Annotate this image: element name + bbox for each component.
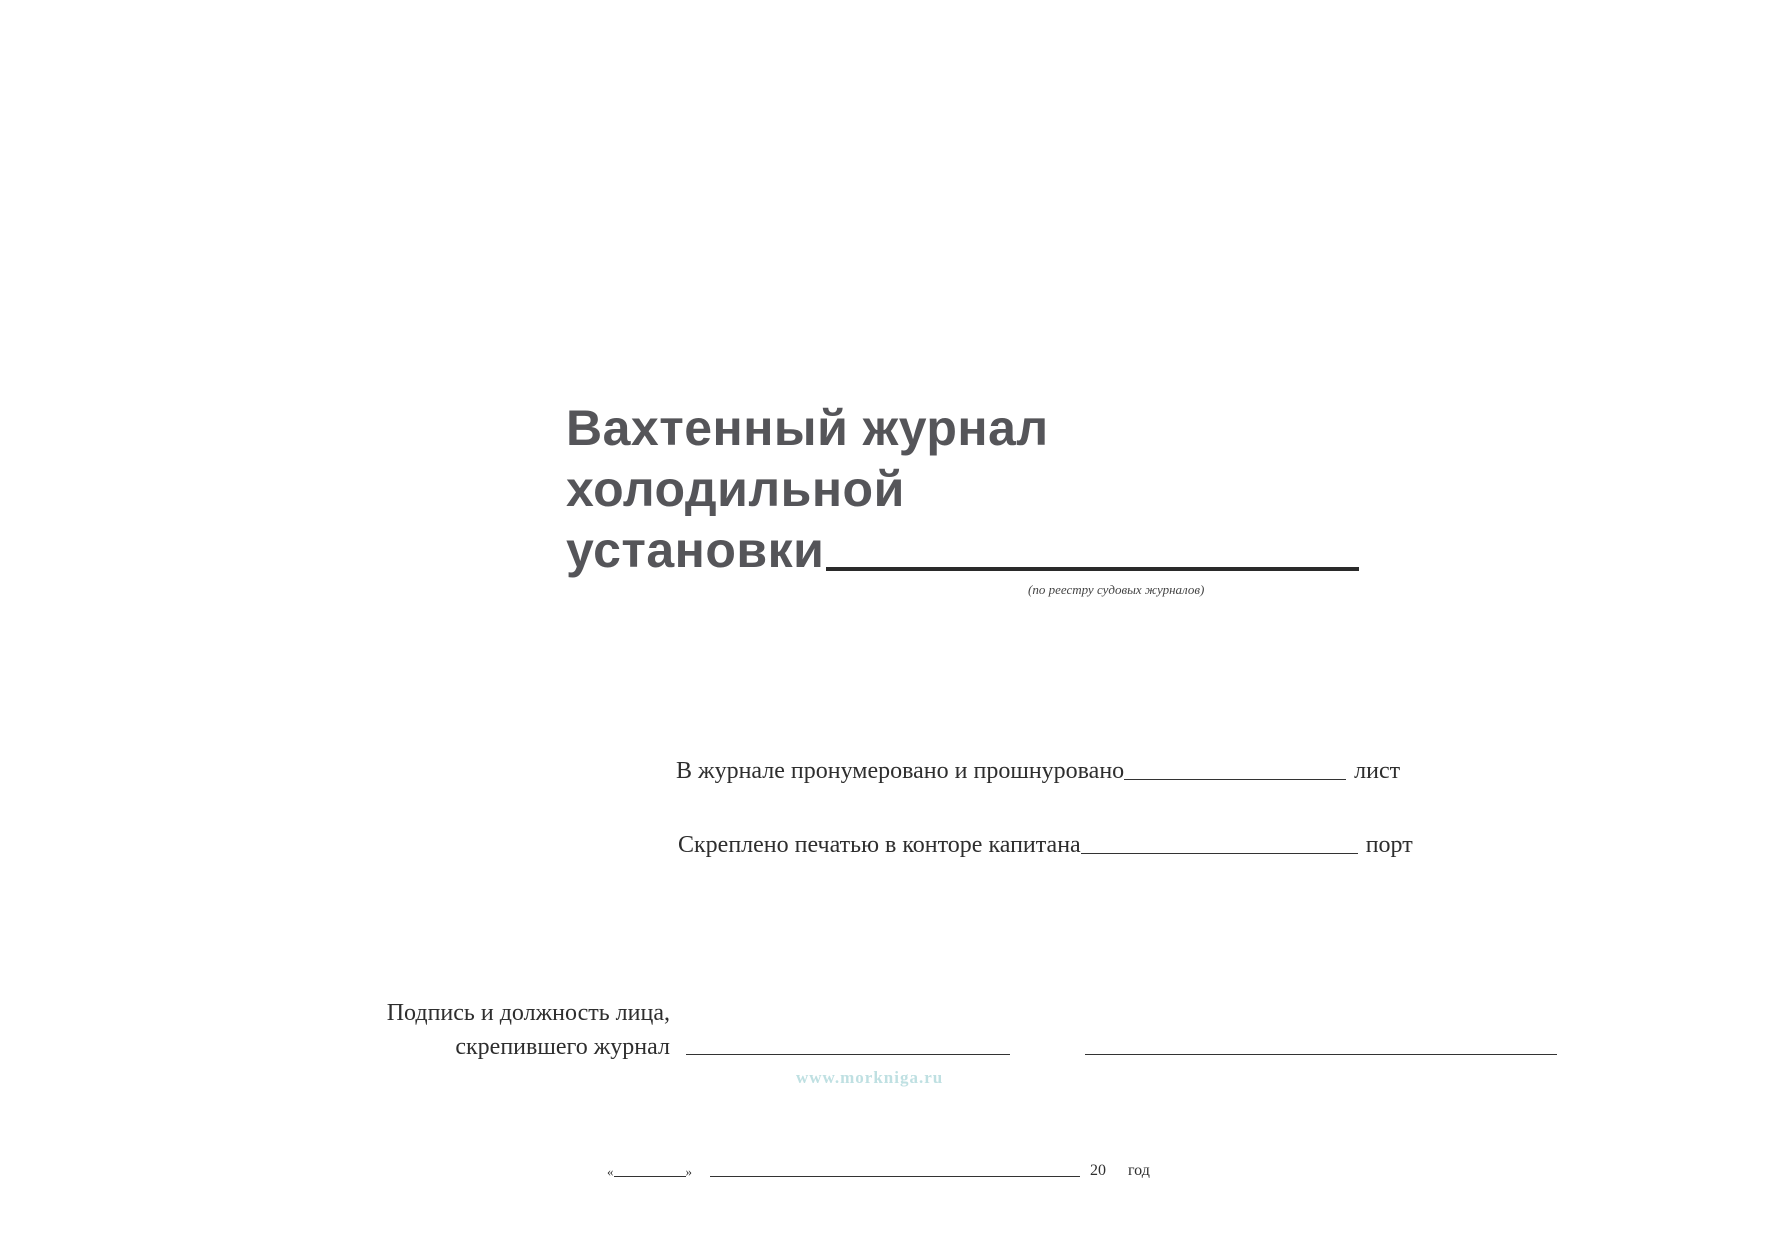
- position-blank: [1085, 1054, 1557, 1055]
- date-close-quote: »: [685, 1164, 692, 1179]
- day-blank: [614, 1176, 686, 1177]
- port-unit-label: порт: [1365, 832, 1413, 858]
- sealed-port-row: [678, 832, 1413, 859]
- title-line-3-row: [566, 520, 1359, 581]
- year-word: год: [1128, 1162, 1150, 1179]
- journal-title: [566, 398, 1359, 581]
- signature-label: [300, 996, 670, 1064]
- date-row: [607, 1162, 1150, 1180]
- watermark: www.morkniga.ru: [796, 1068, 944, 1087]
- sealed-port-blank: [1081, 853, 1358, 854]
- month-blank: [710, 1176, 1080, 1177]
- date-open-quote: «: [607, 1164, 614, 1179]
- sealed-port-text: Скреплено печатью в конторе капитана: [678, 832, 1081, 858]
- title-line-3: установки: [566, 522, 825, 578]
- title-fill-line: [826, 567, 1359, 571]
- century-label: 20: [1090, 1162, 1106, 1179]
- numbered-sheets-blank: [1124, 779, 1346, 780]
- title-line-2: холодильной: [566, 461, 905, 517]
- numbered-sheets-text: В журнале пронумеровано и прошнуровано: [676, 758, 1125, 784]
- signature-blank: [686, 1054, 1010, 1055]
- registry-note: (по реестру судовых журналов): [1028, 582, 1205, 597]
- signature-label-line-2: скрепившего журнал: [455, 1034, 670, 1060]
- signature-label-line-1: Подпись и должность лица,: [386, 1000, 670, 1026]
- numbered-sheets-row: [676, 758, 1400, 785]
- sheets-unit-label: лист: [1354, 758, 1401, 784]
- title-line-1: Вахтенный журнал: [566, 400, 1049, 456]
